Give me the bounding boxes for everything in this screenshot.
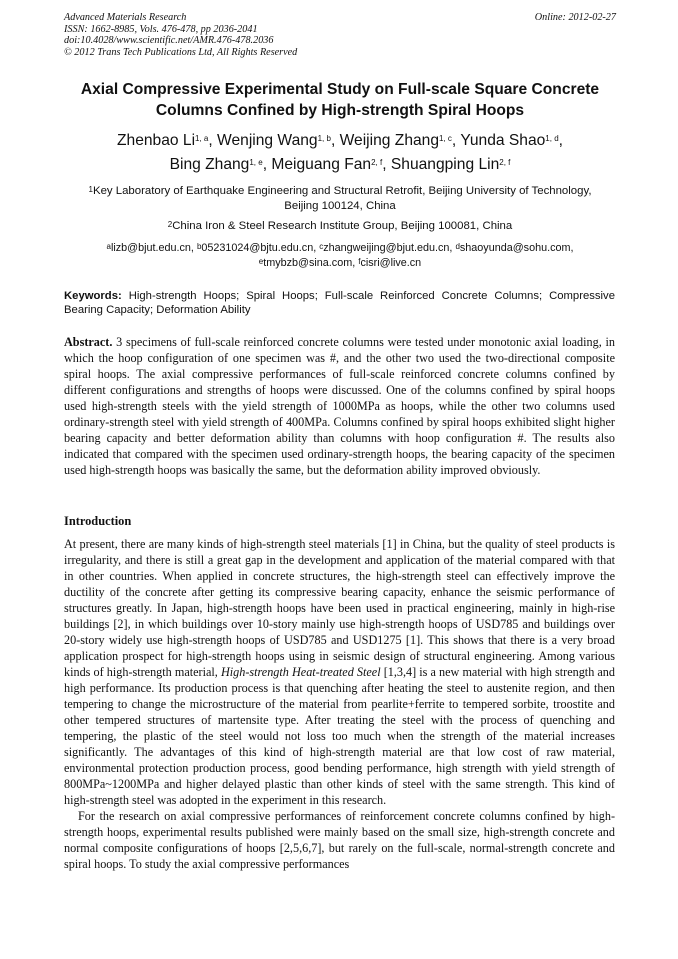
introduction-paragraph-2: For the research on axial compressive performances of reinforcement concrete columns confined by high-strength hoops, experimental results published were mainly based on the small size, high-strength concrete and normal composite configurations of hoops [2,5,6,7], but rarely on the full-scale, normal-strength concrete and spiral hoops. To study the axial compressive performances (64, 809, 615, 871)
affiliation-2 (60, 219, 620, 234)
author-name: Bing Zhang (169, 156, 250, 173)
email-mark: d (455, 242, 460, 251)
author-separator: , (208, 132, 218, 149)
author-affiliation-mark: 2, f (371, 158, 383, 167)
doi-line: doi:10.4028/www.scientific.net/AMR.476-478.2036 (64, 35, 274, 47)
author-list (60, 129, 620, 177)
paragraph-text: At present, there are many kinds of high-strength steel materials [1] in China, but the quality of steel products is irregularity, and there is still a great gap in the development and application of the material compared with that in other countries. When applied in concrete structures, the high-strength steel can effectively improve the ductility of the concrete after getting its compressive bearing capacity, enhance the seismic performance of structures greatly. In Japan, high-strength hoops have been used in practical engineering, mainly in high-rise buildings [2], in which buildings over 10-story mainly use high-strength hoops of USD785 and buildings over 20-story widely use high-strength hoops of USD785 and USD1275 [1]. This shows that there is a very broad application prospect for high-strength hoops using in seismic design of structural engineering. Among various kinds of high-strength material, (64, 537, 615, 679)
introduction-heading: Introduction (64, 514, 132, 528)
email-link[interactable]: lizb@bjut.edu.cn, (110, 242, 197, 254)
paper-title (60, 79, 620, 121)
introduction-paragraph-1 (64, 536, 615, 808)
affiliation-mark: 2 (167, 220, 173, 229)
paragraph-text: [1,3,4] is a new material with high strength and high performance. Its production process is that quenching after heating the steel to austenite region, and then tempering to change the microstructure of the material from pearlite+ferrite to tempered sorbite, troostite and other tempered structures of martensite type. After treating the steel with the process of quenching and tempering, the plastic of the steel would not loss too much when the strength of the material increases significantly. The advantages of this kind of high-strength material are that low cost of raw material, environmental protection production process, good bending performance, high strength with yield strength of 800MPa~1200MPa and higher delayed plastic than other kinds of steel with the same strength. This kind of high-strength steel was adopted in the experiment in this research. (64, 665, 615, 807)
affiliation-1-line-2: Beijing 100124, China (284, 200, 396, 212)
email-mark: e (258, 257, 264, 266)
email-link[interactable]: tmybzb@sina.com, (263, 257, 359, 269)
abstract (64, 334, 615, 478)
journal-header (64, 12, 616, 58)
author-separator: , (451, 132, 461, 149)
email-link[interactable]: 05231024@bjtu.edu.cn, (201, 242, 320, 254)
email-mark: a (106, 242, 111, 251)
author-separator: , (382, 156, 391, 173)
author-name: Yunda Shao (460, 132, 546, 149)
abstract-text: 3 specimens of full-scale reinforced concrete columns were tested under monotonic axial loading, in which the hoop configuration of one specimen was #, and the other two used the two-directional composite spiral hoops. The axial compressive performances of full-scale reinforced concrete columns confined by different configurations and strengths of hoops were discussed. One of the columns confined by spiral hoops used high-strength steels with the yield strength of 1000MPa as hoops, while the other two columns used ordinary-strength steel with yield strength of 400MPa. Columns confined by spiral hoops exhibited slight higher bearing capacity and better deformation ability than columns with hoop configuration #. The results also indicated that compared with the specimen used ordinary-strength hoops, the bearing capacity of the specimen used high-strength hoops was basically the same, but the deformation ability improved obviously. (64, 335, 615, 477)
affiliation-2-text: China Iron & Steel Research Institute Group, Beijing 100081, China (172, 220, 513, 232)
author-affiliation-mark: 1, c (439, 134, 452, 143)
copyright-line: © 2012 Trans Tech Publications Ltd, All Rights Reserved (64, 46, 298, 58)
author-affiliation-mark: 1, b (317, 134, 331, 143)
email-link[interactable]: cisri@live.cn (360, 257, 422, 269)
email-link[interactable]: zhangweijing@bjut.edu.cn, (323, 242, 456, 254)
journal-name: Advanced Materials Research (64, 12, 187, 23)
author-line-2 (60, 153, 620, 177)
keywords (64, 289, 615, 317)
author-affiliation-mark: 1, d (545, 134, 559, 143)
author-separator: , (262, 156, 272, 173)
email-link[interactable]: shaoyunda@sohu.com, (459, 242, 574, 254)
author-line-1 (60, 129, 620, 153)
title-line-2: Columns Confined by High-strength Spiral Hoops (155, 102, 525, 119)
keywords-label: Keywords: (64, 290, 122, 302)
author-separator: , (330, 132, 340, 149)
abstract-label: Abstract. (64, 335, 113, 349)
email-mark: c (319, 242, 324, 251)
email-list (60, 241, 620, 271)
author-separator: , (558, 132, 563, 149)
author-name: Zhenbao Li (117, 132, 196, 149)
author-name: Wenjing Wang (217, 132, 318, 149)
introduction-body (64, 536, 615, 872)
issn-line: ISSN: 1662-8985, Vols. 476-478, pp 2036-2041 (64, 23, 258, 35)
author-name: Meiguang Fan (271, 156, 372, 173)
author-affiliation-mark: 1, e (249, 158, 263, 167)
author-name: Weijing Zhang (339, 132, 440, 149)
affiliation-1 (60, 184, 620, 214)
author-affiliation-mark: 2, f (499, 158, 511, 167)
email-mark: f (358, 257, 361, 266)
online-date: Online: 2012-02-27 (534, 12, 616, 23)
italic-term: High-strength Heat-treated Steel (220, 665, 381, 679)
affiliation-mark: 1 (88, 185, 93, 194)
author-name: Shuangping Lin (390, 156, 500, 173)
email-mark: b (196, 242, 202, 251)
author-affiliation-mark: 1, a (195, 134, 209, 143)
affiliation-1-line-1: Key Laboratory of Earthquake Engineering and Structural Retrofit, Beijing University of Technology, (92, 185, 592, 197)
title-line-1: Axial Compressive Experimental Study on Full-scale Square Concrete (80, 81, 600, 98)
keywords-text: High-strength Hoops; Spiral Hoops; Full-scale Reinforced Concrete Columns; Compressive Bearing Capacity; Deformation Ability (64, 290, 615, 316)
